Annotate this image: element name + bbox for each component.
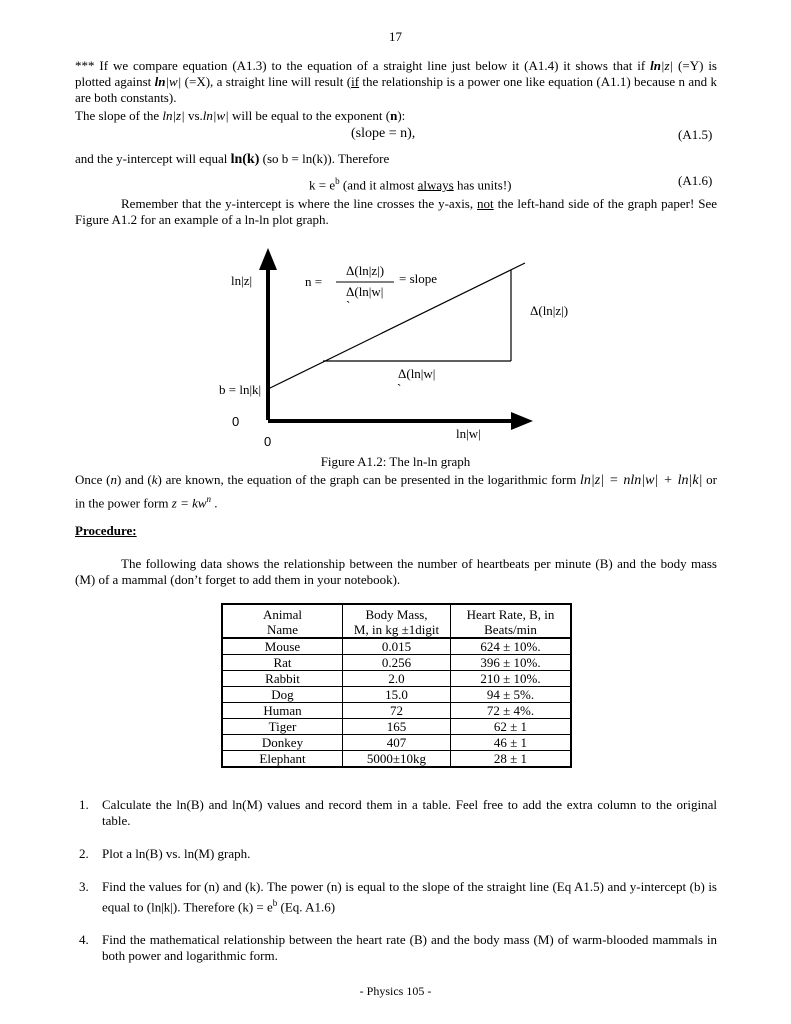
n-equals: n = <box>305 274 323 289</box>
equals-slope: = slope <box>399 271 438 286</box>
page-footer: - Physics 105 - <box>359 984 432 998</box>
intercept-paragraph: and the y-intercept will equal ln(k) (so b = ln(k)). Therefore <box>75 151 390 167</box>
table-row: Tiger 165 62 ± 1 <box>222 719 571 735</box>
denominator: Δ(ln|w| <box>346 284 384 299</box>
table-row: Human 72 72 ± 4%. <box>222 703 571 719</box>
tick-mark-1: ` <box>346 298 351 313</box>
step-1: 1. Calculate the ln(B) and ln(M) values and record them in a table. Feel free to add the extra column to the original table. <box>79 797 717 828</box>
remember-paragraph: Remember that the y-intercept is where the line crosses the y-axis, not the left-hand side of the graph paper! See Figure A1.2 for an example of a ln-ln plot graph. <box>75 196 717 227</box>
intro-paragraph: *** If we compare equation (A1.3) to the equation of a straight line just below it (A1.4) it shows that if ln|z| (=Y) is plotted against ln|w| (=X), a straight line will result (if the relationship is a power one like equation (A1.1) because n and k are both constants). <box>75 58 718 105</box>
table-row: Dog 15.0 94 ± 5%. <box>222 687 571 703</box>
table-row: Rabbit 2.0 210 ± 10%. <box>222 671 571 687</box>
table-header-row <box>222 604 571 638</box>
equation-a15: (slope = n), <box>351 126 416 141</box>
procedure-heading: Procedure: <box>75 523 137 538</box>
page-number: 17 <box>389 29 402 44</box>
figure-caption: Figure A1.2: The ln-ln graph <box>320 454 471 469</box>
intercept-label: b = ln|k| <box>219 382 262 397</box>
ln-ln-figure <box>0 0 791 470</box>
table-row: Mouse 0.015 624 ± 10%. <box>222 638 571 655</box>
x-axis-label: ln|w| <box>456 426 481 441</box>
y-axis-arrow <box>259 248 277 270</box>
origin-x-label: 0 <box>264 434 272 449</box>
table-row: Elephant 5000±10kg 28 ± 1 <box>222 751 571 768</box>
numerator: Δ(ln|z|) <box>346 263 385 278</box>
table-row: Rat 0.256 396 ± 10%. <box>222 655 571 671</box>
y-axis-label: ln|z| <box>231 273 253 288</box>
header-animal-name: Animal Name <box>222 604 343 638</box>
equation-a16-label: (A1.6) <box>678 173 713 188</box>
step-2: 2. Plot a ln(B) vs. ln(M) graph. <box>79 846 251 861</box>
delta-w-label: Δ(ln|w| <box>398 366 436 381</box>
header-body-mass: Body Mass, M, in kg ±1digit <box>343 604 451 638</box>
x-axis-arrow <box>511 412 533 430</box>
data-intro-paragraph: The following data shows the relationship between the number of heartbeats per minute (B) and the body mass (M) of a mammal (don’t forget to add them in your notebook). <box>75 556 717 587</box>
origin-y-label: 0 <box>232 414 240 429</box>
forms-paragraph: Once (n) and (k) are known, the equation of the graph can be presented in the logarithmic form ln|z| = nln|w| + ln|k| or in the power form $z = kw^n$ . <box>75 472 717 511</box>
procedure-steps <box>75 797 717 981</box>
slope-paragraph: The slope of the ln|z| vs.ln|w| will be equal to the exponent (n): <box>75 108 406 123</box>
header-heart-rate: Heart Rate, B, in Beats/min <box>451 604 572 638</box>
equation-a16: $k = e^b$ (and it almost always has units!) <box>309 176 512 193</box>
tick-mark-2: ` <box>397 381 402 396</box>
heart-rate-table <box>221 603 572 768</box>
step-3: 3. Find the values for (n) and (k). The power (n) is equal to the slope of the straight line (Eq A1.5) and y-intercept (b) is equal to (ln|k|). Therefore $(k) = e^b$ (Eq. A1.6) <box>79 879 717 915</box>
equation-a15-label: (A1.5) <box>678 127 713 142</box>
step-4: 4. Find the mathematical relationship between the heart rate (B) and the body mass (M) of warm-blooded mammals in both power and logarithmic form. <box>79 932 717 964</box>
table-row: Donkey 407 46 ± 1 <box>222 735 571 751</box>
delta-z-label: Δ(ln|z|) <box>530 303 569 318</box>
